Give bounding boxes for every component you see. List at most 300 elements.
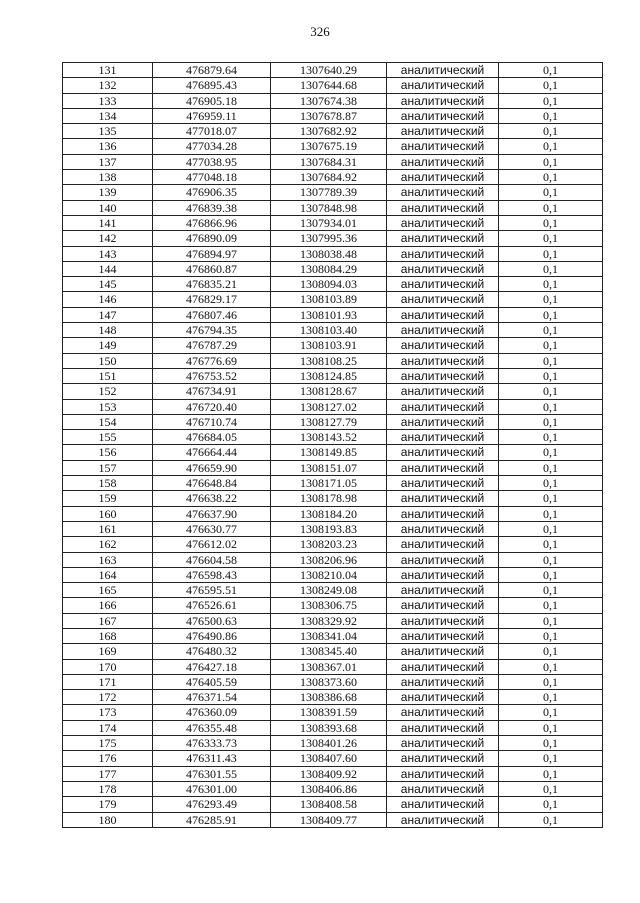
point-number-cell: 160	[63, 506, 153, 521]
point-number-cell: 180	[63, 812, 153, 827]
x-coordinate-cell: 476659.90	[153, 460, 271, 475]
method-cell: аналитический	[387, 674, 499, 689]
point-number-cell: 172	[63, 690, 153, 705]
y-coordinate-cell: 1308406.86	[271, 781, 387, 796]
table-row	[63, 353, 603, 368]
accuracy-cell: 0,1	[499, 154, 603, 169]
method-cell: аналитический	[387, 781, 499, 796]
point-number-cell: 132	[63, 78, 153, 93]
point-number-cell: 161	[63, 521, 153, 536]
table-row	[63, 674, 603, 689]
y-coordinate-cell: 1308393.68	[271, 720, 387, 735]
y-coordinate-cell: 1308171.05	[271, 476, 387, 491]
point-number-cell: 177	[63, 766, 153, 781]
table-row	[63, 751, 603, 766]
table-row	[63, 628, 603, 643]
table-row	[63, 705, 603, 720]
method-cell: аналитический	[387, 93, 499, 108]
method-cell: аналитический	[387, 537, 499, 552]
method-cell: аналитический	[387, 292, 499, 307]
point-number-cell: 174	[63, 720, 153, 735]
point-number-cell: 173	[63, 705, 153, 720]
method-cell: аналитический	[387, 246, 499, 261]
x-coordinate-cell: 476829.17	[153, 292, 271, 307]
y-coordinate-cell: 1308127.02	[271, 399, 387, 414]
x-coordinate-cell: 476787.29	[153, 338, 271, 353]
accuracy-cell: 0,1	[499, 445, 603, 460]
x-coordinate-cell: 476490.86	[153, 628, 271, 643]
x-coordinate-cell: 476333.73	[153, 736, 271, 751]
table-row	[63, 521, 603, 536]
y-coordinate-cell: 1307675.19	[271, 139, 387, 154]
y-coordinate-cell: 1308306.75	[271, 598, 387, 613]
y-coordinate-cell: 1308249.08	[271, 583, 387, 598]
table-row	[63, 781, 603, 796]
y-coordinate-cell: 1308128.67	[271, 384, 387, 399]
coordinates-table	[62, 62, 603, 828]
y-coordinate-cell: 1308101.93	[271, 307, 387, 322]
point-number-cell: 144	[63, 261, 153, 276]
y-coordinate-cell: 1307684.92	[271, 170, 387, 185]
accuracy-cell: 0,1	[499, 414, 603, 429]
point-number-cell: 170	[63, 659, 153, 674]
accuracy-cell: 0,1	[499, 705, 603, 720]
y-coordinate-cell: 1308143.52	[271, 430, 387, 445]
x-coordinate-cell: 476360.09	[153, 705, 271, 720]
x-coordinate-cell: 477018.07	[153, 124, 271, 139]
y-coordinate-cell: 1308409.77	[271, 812, 387, 827]
y-coordinate-cell: 1308386.68	[271, 690, 387, 705]
point-number-cell: 169	[63, 644, 153, 659]
x-coordinate-cell: 476405.59	[153, 674, 271, 689]
accuracy-cell: 0,1	[499, 766, 603, 781]
y-coordinate-cell: 1307682.92	[271, 124, 387, 139]
y-coordinate-cell: 1307684.31	[271, 154, 387, 169]
accuracy-cell: 0,1	[499, 537, 603, 552]
y-coordinate-cell: 1308373.60	[271, 674, 387, 689]
point-number-cell: 162	[63, 537, 153, 552]
x-coordinate-cell: 476720.40	[153, 399, 271, 414]
method-cell: аналитический	[387, 613, 499, 628]
table-row	[63, 736, 603, 751]
x-coordinate-cell: 476638.22	[153, 491, 271, 506]
table-row	[63, 185, 603, 200]
method-cell: аналитический	[387, 445, 499, 460]
x-coordinate-cell: 476285.91	[153, 812, 271, 827]
point-number-cell: 150	[63, 353, 153, 368]
method-cell: аналитический	[387, 368, 499, 383]
point-number-cell: 171	[63, 674, 153, 689]
accuracy-cell: 0,1	[499, 78, 603, 93]
y-coordinate-cell: 1308401.26	[271, 736, 387, 751]
x-coordinate-cell: 477038.95	[153, 154, 271, 169]
accuracy-cell: 0,1	[499, 720, 603, 735]
point-number-cell: 142	[63, 231, 153, 246]
point-number-cell: 153	[63, 399, 153, 414]
accuracy-cell: 0,1	[499, 567, 603, 582]
accuracy-cell: 0,1	[499, 231, 603, 246]
x-coordinate-cell: 476480.32	[153, 644, 271, 659]
accuracy-cell: 0,1	[499, 261, 603, 276]
y-coordinate-cell: 1307644.68	[271, 78, 387, 93]
accuracy-cell: 0,1	[499, 628, 603, 643]
method-cell: аналитический	[387, 720, 499, 735]
point-number-cell: 134	[63, 108, 153, 123]
point-number-cell: 164	[63, 567, 153, 582]
x-coordinate-cell: 476734.91	[153, 384, 271, 399]
point-number-cell: 145	[63, 277, 153, 292]
method-cell: аналитический	[387, 154, 499, 169]
y-coordinate-cell: 1308127.79	[271, 414, 387, 429]
accuracy-cell: 0,1	[499, 108, 603, 123]
point-number-cell: 156	[63, 445, 153, 460]
point-number-cell: 136	[63, 139, 153, 154]
accuracy-cell: 0,1	[499, 63, 603, 78]
point-number-cell: 133	[63, 93, 153, 108]
point-number-cell: 155	[63, 430, 153, 445]
x-coordinate-cell: 476684.05	[153, 430, 271, 445]
method-cell: аналитический	[387, 139, 499, 154]
accuracy-cell: 0,1	[499, 200, 603, 215]
method-cell: аналитический	[387, 338, 499, 353]
point-number-cell: 175	[63, 736, 153, 751]
table-row	[63, 154, 603, 169]
accuracy-cell: 0,1	[499, 583, 603, 598]
method-cell: аналитический	[387, 200, 499, 215]
method-cell: аналитический	[387, 323, 499, 338]
method-cell: аналитический	[387, 705, 499, 720]
page-number: 326	[310, 24, 330, 39]
y-coordinate-cell: 1307678.87	[271, 108, 387, 123]
point-number-cell: 152	[63, 384, 153, 399]
x-coordinate-cell: 476807.46	[153, 307, 271, 322]
accuracy-cell: 0,1	[499, 736, 603, 751]
method-cell: аналитический	[387, 583, 499, 598]
y-coordinate-cell: 1308210.04	[271, 567, 387, 582]
method-cell: аналитический	[387, 491, 499, 506]
table-row	[63, 659, 603, 674]
point-number-cell: 138	[63, 170, 153, 185]
x-coordinate-cell: 476427.18	[153, 659, 271, 674]
accuracy-cell: 0,1	[499, 246, 603, 261]
point-number-cell: 176	[63, 751, 153, 766]
point-number-cell: 131	[63, 63, 153, 78]
accuracy-cell: 0,1	[499, 430, 603, 445]
accuracy-cell: 0,1	[499, 368, 603, 383]
table-row	[63, 170, 603, 185]
x-coordinate-cell: 476895.43	[153, 78, 271, 93]
y-coordinate-cell: 1308341.04	[271, 628, 387, 643]
y-coordinate-cell: 1308391.59	[271, 705, 387, 720]
table-row	[63, 537, 603, 552]
table-row	[63, 307, 603, 322]
y-coordinate-cell: 1307848.98	[271, 200, 387, 215]
y-coordinate-cell: 1308178.98	[271, 491, 387, 506]
y-coordinate-cell: 1308038.48	[271, 246, 387, 261]
x-coordinate-cell: 476311.43	[153, 751, 271, 766]
method-cell: аналитический	[387, 353, 499, 368]
y-coordinate-cell: 1308149.85	[271, 445, 387, 460]
x-coordinate-cell: 476648.84	[153, 476, 271, 491]
method-cell: аналитический	[387, 460, 499, 475]
x-coordinate-cell: 476630.77	[153, 521, 271, 536]
method-cell: аналитический	[387, 384, 499, 399]
table-row	[63, 338, 603, 353]
x-coordinate-cell: 476500.63	[153, 613, 271, 628]
table-row	[63, 414, 603, 429]
table-row	[63, 506, 603, 521]
x-coordinate-cell: 476959.11	[153, 108, 271, 123]
x-coordinate-cell: 477034.28	[153, 139, 271, 154]
accuracy-cell: 0,1	[499, 690, 603, 705]
table-row	[63, 78, 603, 93]
table-row	[63, 445, 603, 460]
table-row	[63, 797, 603, 812]
point-number-cell: 148	[63, 323, 153, 338]
method-cell: аналитический	[387, 124, 499, 139]
method-cell: аналитический	[387, 63, 499, 78]
accuracy-cell: 0,1	[499, 491, 603, 506]
x-coordinate-cell: 476776.69	[153, 353, 271, 368]
y-coordinate-cell: 1308124.85	[271, 368, 387, 383]
x-coordinate-cell: 476906.35	[153, 185, 271, 200]
y-coordinate-cell: 1308103.89	[271, 292, 387, 307]
method-cell: аналитический	[387, 506, 499, 521]
y-coordinate-cell: 1307995.36	[271, 231, 387, 246]
y-coordinate-cell: 1308409.92	[271, 766, 387, 781]
point-number-cell: 157	[63, 460, 153, 475]
point-number-cell: 151	[63, 368, 153, 383]
table-row	[63, 124, 603, 139]
x-coordinate-cell: 476794.35	[153, 323, 271, 338]
accuracy-cell: 0,1	[499, 93, 603, 108]
accuracy-cell: 0,1	[499, 399, 603, 414]
point-number-cell: 135	[63, 124, 153, 139]
point-number-cell: 146	[63, 292, 153, 307]
y-coordinate-cell: 1308084.29	[271, 261, 387, 276]
accuracy-cell: 0,1	[499, 307, 603, 322]
x-coordinate-cell: 476371.54	[153, 690, 271, 705]
method-cell: аналитический	[387, 644, 499, 659]
method-cell: аналитический	[387, 628, 499, 643]
y-coordinate-cell: 1307789.39	[271, 185, 387, 200]
table-row	[63, 261, 603, 276]
x-coordinate-cell: 476301.55	[153, 766, 271, 781]
point-number-cell: 141	[63, 215, 153, 230]
table-row	[63, 430, 603, 445]
method-cell: аналитический	[387, 231, 499, 246]
point-number-cell: 159	[63, 491, 153, 506]
y-coordinate-cell: 1308345.40	[271, 644, 387, 659]
x-coordinate-cell: 476710.74	[153, 414, 271, 429]
y-coordinate-cell: 1308203.23	[271, 537, 387, 552]
method-cell: аналитический	[387, 277, 499, 292]
method-cell: аналитический	[387, 766, 499, 781]
y-coordinate-cell: 1307934.01	[271, 215, 387, 230]
table-row	[63, 476, 603, 491]
method-cell: аналитический	[387, 170, 499, 185]
table-row	[63, 552, 603, 567]
point-number-cell: 165	[63, 583, 153, 598]
table-row	[63, 766, 603, 781]
x-coordinate-cell: 476835.21	[153, 277, 271, 292]
method-cell: аналитический	[387, 797, 499, 812]
y-coordinate-cell: 1308103.40	[271, 323, 387, 338]
accuracy-cell: 0,1	[499, 812, 603, 827]
accuracy-cell: 0,1	[499, 674, 603, 689]
method-cell: аналитический	[387, 521, 499, 536]
y-coordinate-cell: 1308151.07	[271, 460, 387, 475]
method-cell: аналитический	[387, 430, 499, 445]
y-coordinate-cell: 1307674.38	[271, 93, 387, 108]
x-coordinate-cell: 476753.52	[153, 368, 271, 383]
accuracy-cell: 0,1	[499, 170, 603, 185]
point-number-cell: 158	[63, 476, 153, 491]
accuracy-cell: 0,1	[499, 613, 603, 628]
y-coordinate-cell: 1308094.03	[271, 277, 387, 292]
accuracy-cell: 0,1	[499, 323, 603, 338]
x-coordinate-cell: 476905.18	[153, 93, 271, 108]
method-cell: аналитический	[387, 307, 499, 322]
table-row	[63, 491, 603, 506]
table-row	[63, 368, 603, 383]
accuracy-cell: 0,1	[499, 185, 603, 200]
point-number-cell: 147	[63, 307, 153, 322]
x-coordinate-cell: 476860.87	[153, 261, 271, 276]
accuracy-cell: 0,1	[499, 644, 603, 659]
table-row	[63, 139, 603, 154]
y-coordinate-cell: 1308329.92	[271, 613, 387, 628]
accuracy-cell: 0,1	[499, 797, 603, 812]
point-number-cell: 143	[63, 246, 153, 261]
method-cell: аналитический	[387, 185, 499, 200]
table-row	[63, 215, 603, 230]
accuracy-cell: 0,1	[499, 751, 603, 766]
table-row	[63, 323, 603, 338]
table-row	[63, 277, 603, 292]
method-cell: аналитический	[387, 78, 499, 93]
accuracy-cell: 0,1	[499, 521, 603, 536]
y-coordinate-cell: 1308103.91	[271, 338, 387, 353]
y-coordinate-cell: 1308108.25	[271, 353, 387, 368]
accuracy-cell: 0,1	[499, 659, 603, 674]
point-number-cell: 167	[63, 613, 153, 628]
accuracy-cell: 0,1	[499, 552, 603, 567]
accuracy-cell: 0,1	[499, 215, 603, 230]
accuracy-cell: 0,1	[499, 598, 603, 613]
table-row	[63, 613, 603, 628]
point-number-cell: 179	[63, 797, 153, 812]
method-cell: аналитический	[387, 399, 499, 414]
table-row	[63, 720, 603, 735]
point-number-cell: 137	[63, 154, 153, 169]
method-cell: аналитический	[387, 598, 499, 613]
accuracy-cell: 0,1	[499, 384, 603, 399]
table-row	[63, 399, 603, 414]
accuracy-cell: 0,1	[499, 124, 603, 139]
method-cell: аналитический	[387, 108, 499, 123]
point-number-cell: 166	[63, 598, 153, 613]
method-cell: аналитический	[387, 659, 499, 674]
method-cell: аналитический	[387, 414, 499, 429]
table-row	[63, 567, 603, 582]
point-number-cell: 139	[63, 185, 153, 200]
point-number-cell: 163	[63, 552, 153, 567]
x-coordinate-cell: 476604.58	[153, 552, 271, 567]
point-number-cell: 168	[63, 628, 153, 643]
table-row	[63, 644, 603, 659]
accuracy-cell: 0,1	[499, 139, 603, 154]
method-cell: аналитический	[387, 736, 499, 751]
y-coordinate-cell: 1308367.01	[271, 659, 387, 674]
y-coordinate-cell: 1308206.96	[271, 552, 387, 567]
x-coordinate-cell: 476890.09	[153, 231, 271, 246]
table-row	[63, 292, 603, 307]
accuracy-cell: 0,1	[499, 476, 603, 491]
x-coordinate-cell: 476839.38	[153, 200, 271, 215]
method-cell: аналитический	[387, 552, 499, 567]
x-coordinate-cell: 476664.44	[153, 445, 271, 460]
table-row	[63, 93, 603, 108]
y-coordinate-cell: 1308184.20	[271, 506, 387, 521]
table-row	[63, 460, 603, 475]
table-row	[63, 384, 603, 399]
point-number-cell: 140	[63, 200, 153, 215]
table-row	[63, 200, 603, 215]
accuracy-cell: 0,1	[499, 506, 603, 521]
x-coordinate-cell: 476595.51	[153, 583, 271, 598]
method-cell: аналитический	[387, 476, 499, 491]
method-cell: аналитический	[387, 751, 499, 766]
table-row	[63, 108, 603, 123]
accuracy-cell: 0,1	[499, 460, 603, 475]
x-coordinate-cell: 476612.02	[153, 537, 271, 552]
table-body	[63, 63, 603, 828]
accuracy-cell: 0,1	[499, 277, 603, 292]
y-coordinate-cell: 1307640.29	[271, 63, 387, 78]
method-cell: аналитический	[387, 690, 499, 705]
point-number-cell: 154	[63, 414, 153, 429]
table-row	[63, 63, 603, 78]
x-coordinate-cell: 476894.97	[153, 246, 271, 261]
method-cell: аналитический	[387, 567, 499, 582]
x-coordinate-cell: 476355.48	[153, 720, 271, 735]
x-coordinate-cell: 477048.18	[153, 170, 271, 185]
table-row	[63, 812, 603, 827]
table-row	[63, 583, 603, 598]
table-row	[63, 231, 603, 246]
point-number-cell: 149	[63, 338, 153, 353]
x-coordinate-cell: 476301.00	[153, 781, 271, 796]
x-coordinate-cell: 476598.43	[153, 567, 271, 582]
y-coordinate-cell: 1308408.58	[271, 797, 387, 812]
table-row	[63, 246, 603, 261]
method-cell: аналитический	[387, 215, 499, 230]
table-row	[63, 690, 603, 705]
x-coordinate-cell: 476293.49	[153, 797, 271, 812]
accuracy-cell: 0,1	[499, 338, 603, 353]
table-row	[63, 598, 603, 613]
y-coordinate-cell: 1308193.83	[271, 521, 387, 536]
x-coordinate-cell: 476637.90	[153, 506, 271, 521]
accuracy-cell: 0,1	[499, 292, 603, 307]
point-number-cell: 178	[63, 781, 153, 796]
accuracy-cell: 0,1	[499, 353, 603, 368]
method-cell: аналитический	[387, 812, 499, 827]
x-coordinate-cell: 476526.61	[153, 598, 271, 613]
x-coordinate-cell: 476866.96	[153, 215, 271, 230]
y-coordinate-cell: 1308407.60	[271, 751, 387, 766]
